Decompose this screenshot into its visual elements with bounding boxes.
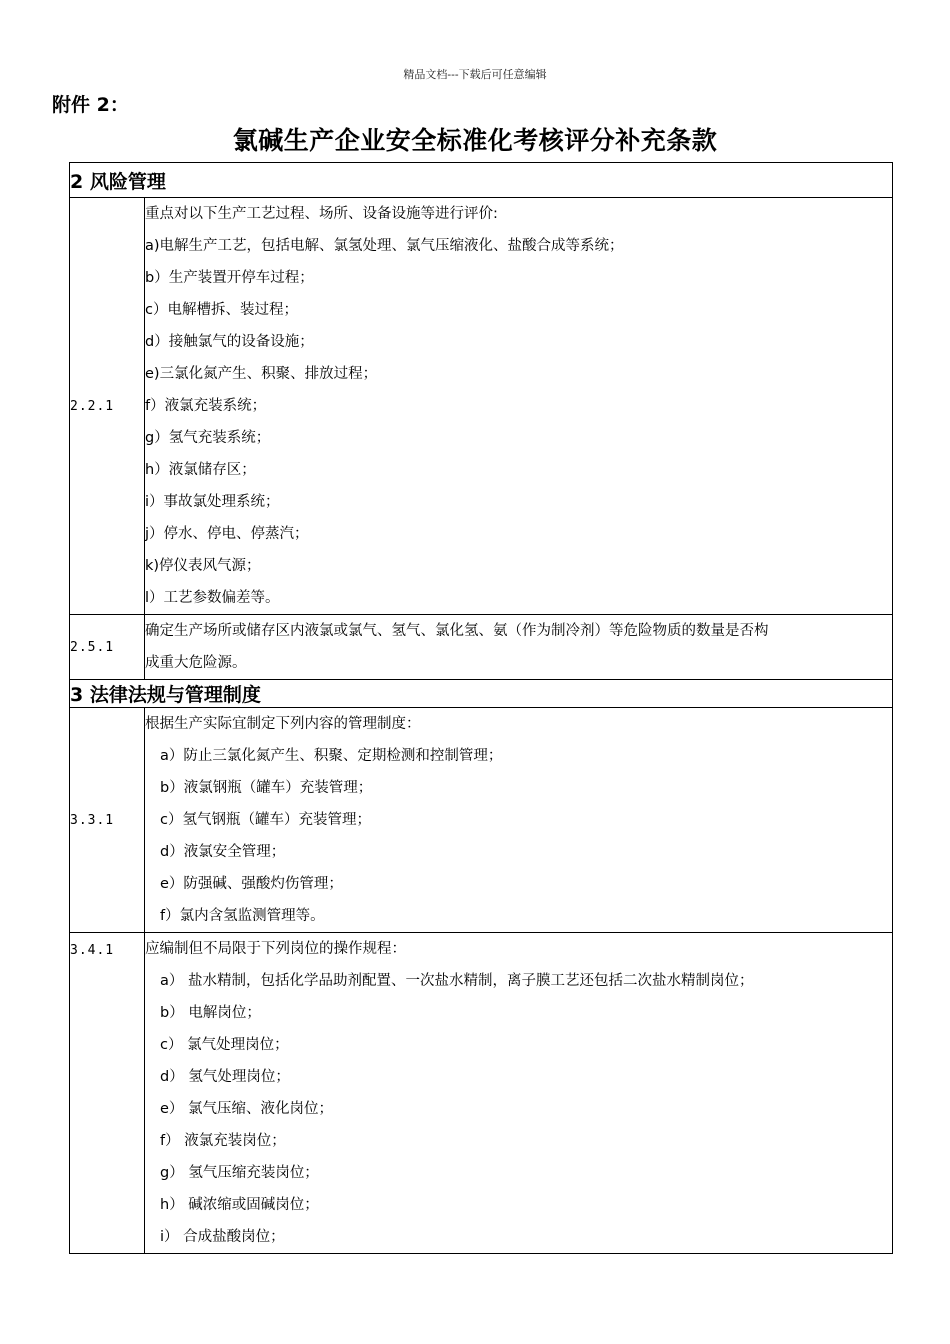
clause-intro: 根据生产实际宜制定下列内容的管理制度： xyxy=(145,716,421,732)
clause-line: a)电解生产工艺，包括电解、氯氢处理、氯气压缩液化、盐酸合成等系统； xyxy=(145,238,624,254)
clause-line: b） 电解岗位； xyxy=(160,1005,261,1021)
clause-line: d）液氯安全管理； xyxy=(160,844,286,860)
clause-line: i）事故氯处理系统； xyxy=(145,494,280,510)
clause-line: 确定生产场所或储存区内液氯或氯气、氢气、氯化氢、氨（作为制冷剂）等危险物质的数量是否构 xyxy=(145,623,769,639)
clause-line: a）防止三氯化氮产生、积聚、定期检测和控制管理； xyxy=(160,748,503,764)
clause-line: c）电解槽拆、装过程； xyxy=(145,302,298,318)
clause-line: g） 氢气压缩充装岗位； xyxy=(160,1165,319,1181)
clause-line: i） 合成盐酸岗位； xyxy=(160,1229,285,1245)
clause-line: d） 氢气处理岗位； xyxy=(160,1069,290,1085)
section-heading-row xyxy=(70,163,893,198)
clause-number: 2.5.1 xyxy=(70,615,145,680)
clause-number: 2.2.1 xyxy=(70,198,145,615)
clause-line: f） 液氯充装岗位； xyxy=(160,1133,286,1149)
clause-line: c）氢气钢瓶（罐车）充装管理； xyxy=(160,812,371,828)
clause-content xyxy=(145,708,893,933)
page-header-note: 精品文档---下载后可任意编辑 xyxy=(403,68,547,81)
clause-row xyxy=(70,708,893,933)
clause-intro: 重点对以下生产工艺过程、场所、设备设施等进行评价: xyxy=(145,206,498,222)
clause-table xyxy=(69,162,893,1254)
clause-line: h） 碱浓缩或固碱岗位； xyxy=(160,1197,319,1213)
clause-line: a） 盐水精制，包括化学品助剂配置、一次盐水精制，离子膜工艺还包括二次盐水精制岗位； xyxy=(160,973,754,989)
clause-line: 成重大危险源。 xyxy=(145,655,247,671)
clause-line: b）生产装置开停车过程； xyxy=(145,270,314,286)
clause-line: f）液氯充装系统； xyxy=(145,398,267,414)
document-title: 氯碱生产企业安全标准化考核评分补充条款 xyxy=(232,126,718,155)
section-heading: 2 风险管理 xyxy=(70,163,893,198)
clause-line: e)三氯化氮产生、积聚、排放过程； xyxy=(145,366,378,382)
clause-line: k)停仪表风气源； xyxy=(145,558,261,574)
clause-content xyxy=(145,198,893,615)
clause-line: d）接触氯气的设备设施； xyxy=(145,334,314,350)
clause-row xyxy=(70,933,893,1254)
clause-row xyxy=(70,198,893,615)
clause-line: j）停水、停电、停蒸汽； xyxy=(145,526,309,542)
attachment-label: 附件 2： xyxy=(52,94,129,116)
clause-number: 3.4.1 xyxy=(70,933,145,1254)
section-heading-row xyxy=(70,680,893,708)
clause-line: b）液氯钢瓶（罐车）充装管理； xyxy=(160,780,373,796)
clause-line: g）氢气充装系统； xyxy=(145,430,271,446)
clause-line: f）氯内含氢监测管理等。 xyxy=(160,908,325,924)
clause-line: h）液氯储存区； xyxy=(145,462,256,478)
clause-line: e） 氯气压缩、液化岗位； xyxy=(160,1101,334,1117)
section-heading: 3 法律法规与管理制度 xyxy=(70,680,893,708)
clause-number: 3.3.1 xyxy=(70,708,145,933)
clause-content xyxy=(145,933,893,1254)
clause-line: e）防强碱、强酸灼伤管理； xyxy=(160,876,343,892)
clause-intro: 应编制但不局限于下列岗位的操作规程： xyxy=(145,941,406,957)
clause-content xyxy=(145,615,893,680)
clause-line: c） 氯气处理岗位； xyxy=(160,1037,289,1053)
clause-line: l）工艺参数偏差等。 xyxy=(145,590,280,606)
clause-row xyxy=(70,615,893,680)
